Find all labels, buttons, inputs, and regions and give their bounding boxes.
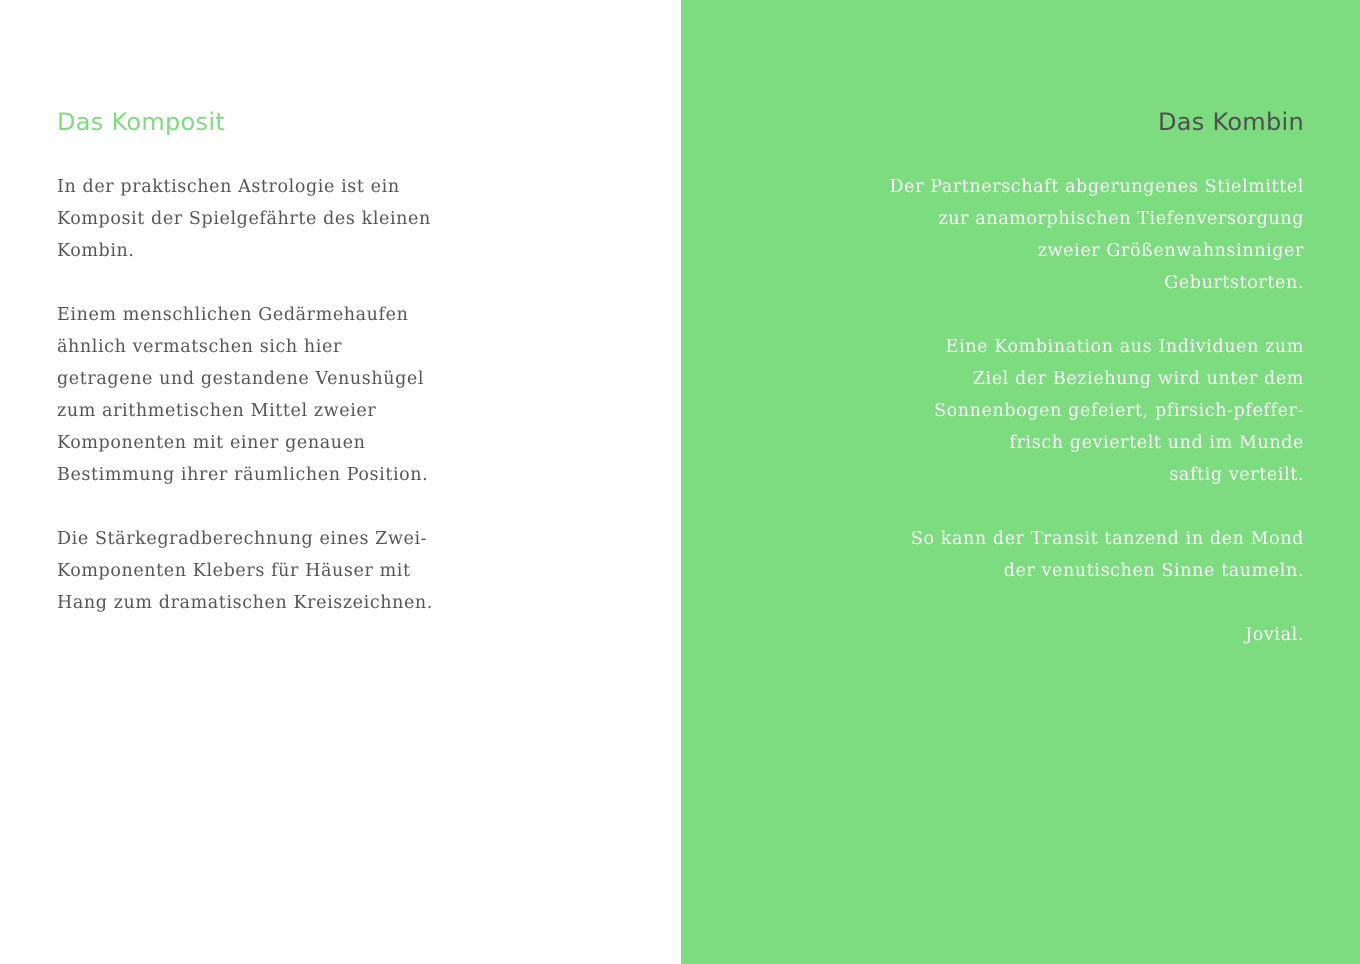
text-line: Jovial. — [1245, 625, 1304, 645]
text-line: Kombin. — [57, 241, 135, 261]
right-page — [681, 0, 1360, 964]
text-line: Die Stärkegradberechnung eines Zwei- — [57, 529, 428, 549]
text-line: zweier Größenwahnsinniger — [1037, 241, 1304, 261]
body-text-kombin — [884, 171, 1304, 683]
text-line: der venutischen Sinne taumeln. — [1003, 561, 1304, 581]
text-line: saftig verteilt. — [1169, 465, 1304, 485]
text-line: zur anamorphischen Tiefenversorgung — [938, 209, 1304, 229]
text-line: Sonnenbogen gefeiert, pfirsich-pfeffer- — [934, 401, 1304, 421]
text-line: frisch geviertelt und im Munde — [1009, 433, 1304, 453]
text-line: Ziel der Beziehung wird unter dem — [972, 369, 1304, 389]
paragraph — [57, 523, 437, 619]
text-line: In der praktischen Astrologie ist ein — [57, 177, 400, 197]
paragraph — [884, 331, 1304, 491]
text-line: ähnlich vermatschen sich hier — [57, 337, 342, 357]
text-line: zum arithmetischen Mittel zweier — [57, 401, 377, 421]
paragraph — [57, 171, 437, 267]
text-line: Geburtstorten. — [1164, 273, 1304, 293]
text-line: So kann der Transit tanzend in den Mond — [910, 529, 1304, 549]
paragraph — [884, 619, 1304, 651]
page-title-komposit: Das Komposit — [57, 108, 226, 136]
body-text-komposit — [57, 171, 437, 651]
text-line: getragene und gestandene Venushügel — [57, 369, 425, 389]
text-line: Hang zum dramatischen Kreiszeichnen. — [57, 593, 433, 613]
text-line: Komposit der Spielgefährte des kleinen — [57, 209, 431, 229]
paragraph — [884, 171, 1304, 299]
text-line: Komponenten mit einer genauen — [57, 433, 366, 453]
page-title-kombin: Das Kombin — [1157, 108, 1304, 136]
text-line: Eine Kombination aus Individuen zum — [945, 337, 1304, 357]
text-line: Einem menschlichen Gedärmehaufen — [57, 305, 409, 325]
paragraph — [884, 523, 1304, 587]
text-line: Komponenten Klebers für Häuser mit — [57, 561, 411, 581]
paragraph — [57, 299, 437, 491]
text-line: Bestimmung ihrer räumlichen Position. — [57, 465, 429, 485]
text-line: Der Partnerschaft abgerungenes Stielmittel — [889, 177, 1304, 197]
